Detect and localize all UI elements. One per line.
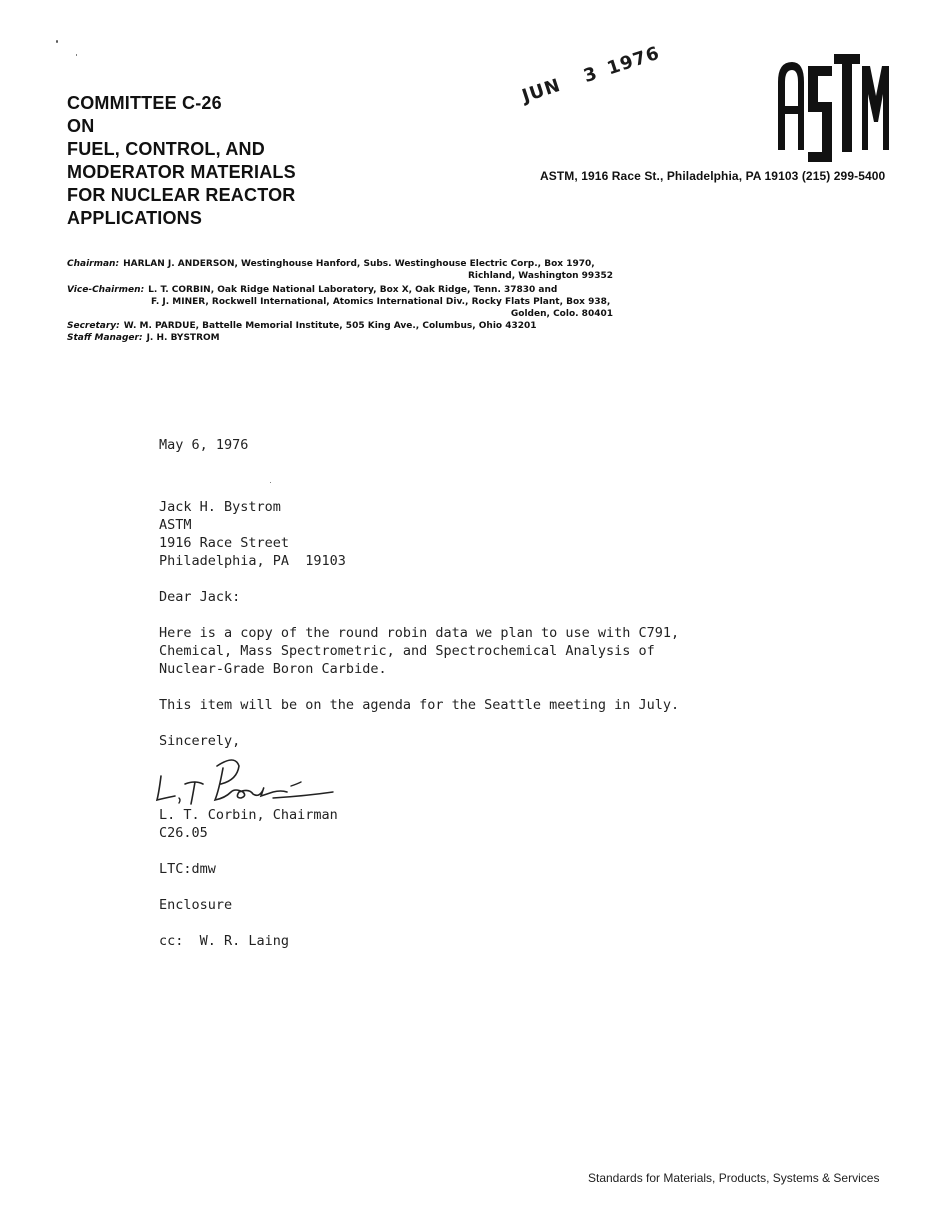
scan-speck [270,482,271,483]
body-paragraph [159,624,679,678]
secretary-role: Secretary: [67,321,120,331]
closing: Sincerely, [159,733,241,749]
recipient-line: Philadelphia, PA 19103 [159,553,346,569]
footer-tagline: Standards for Materials, Products, Systems & Services [588,1171,880,1185]
recipient-line: ASTM [159,517,192,533]
staff-manager-name: J. H. BYSTROM [146,333,220,343]
recipient-line: 1916 Race Street [159,535,290,551]
committee-line: MODERATOR MATERIALS [67,162,296,182]
stamp-year: 1976 [604,42,663,80]
enclosure-note: Enclosure [159,897,233,913]
cc-line: cc: W. R. Laing [159,933,290,949]
stamp-month: JUN [519,74,564,107]
signer-subcommittee: C26.05 [159,825,208,841]
paragraph-line: Here is a copy of the round robin data we plan to use with C791, [159,625,680,641]
reference-initials: LTC:dmw [159,861,216,877]
paragraph-line: Nuclear-Grade Boron Carbide. [159,661,387,677]
chairman-role: Chairman: [67,259,120,269]
recipient-line: Jack H. Bystrom [159,499,281,515]
vice-chairman-location: Golden, Colo. 80401 [510,309,613,319]
scan-speck [56,40,58,43]
handwritten-signature [155,754,335,810]
staff-manager-role: Staff Manager: [67,333,143,343]
committee-line: ON [67,116,95,136]
vice-chairman-role: Vice-Chairmen: [67,285,145,295]
stamp-day: 3 [581,62,601,88]
committee-line: FUEL, CONTROL, AND [67,139,265,159]
letter-date: May 6, 1976 [159,437,249,453]
committee-line: FOR NUCLEAR REACTOR [67,185,296,205]
vice-chairman-line [67,284,613,296]
chairman-details: HARLAN J. ANDERSON, Westinghouse Hanford, Subs. Westinghouse Electric Corp., Box 1970, [123,259,595,269]
committee-line: APPLICATIONS [67,208,203,228]
committee-line: COMMITTEE C-26 [67,93,222,113]
staff-manager-line [67,332,613,344]
signer-block [159,806,338,842]
salutation: Dear Jack: [159,589,241,605]
committee-officers [67,258,613,344]
paragraph-line: Chemical, Mass Spectrometric, and Spectrochemical Analysis of [159,643,655,659]
chairman-location: Richland, Washington 99352 [467,271,613,281]
scan-speck [76,54,77,56]
astm-logo [776,52,890,164]
agenda-paragraph: This item will be on the agenda for the Seattle meeting in July. [159,697,680,713]
vice-chairman-details: L. T. CORBIN, Oak Ridge National Laboratory, Box X, Oak Ridge, Tenn. 37830 and [148,285,558,295]
vice-chairman-second: F. J. MINER, Rockwell International, Atomics International Div., Rocky Flats Plant, Box 938, [151,297,611,307]
recipient-address [159,498,346,570]
astm-address: ASTM, 1916 Race St., Philadelphia, PA 19103 (215) 299-5400 [540,169,886,183]
secretary-details: W. M. PARDUE, Battelle Memorial Institute, 505 King Ave., Columbus, Ohio 43201 [123,321,537,331]
signer-name: L. T. Corbin, Chairman [159,807,338,823]
committee-title [67,92,397,230]
chairman-line [67,258,613,270]
secretary-line [67,320,613,332]
received-date-stamp [520,43,663,107]
